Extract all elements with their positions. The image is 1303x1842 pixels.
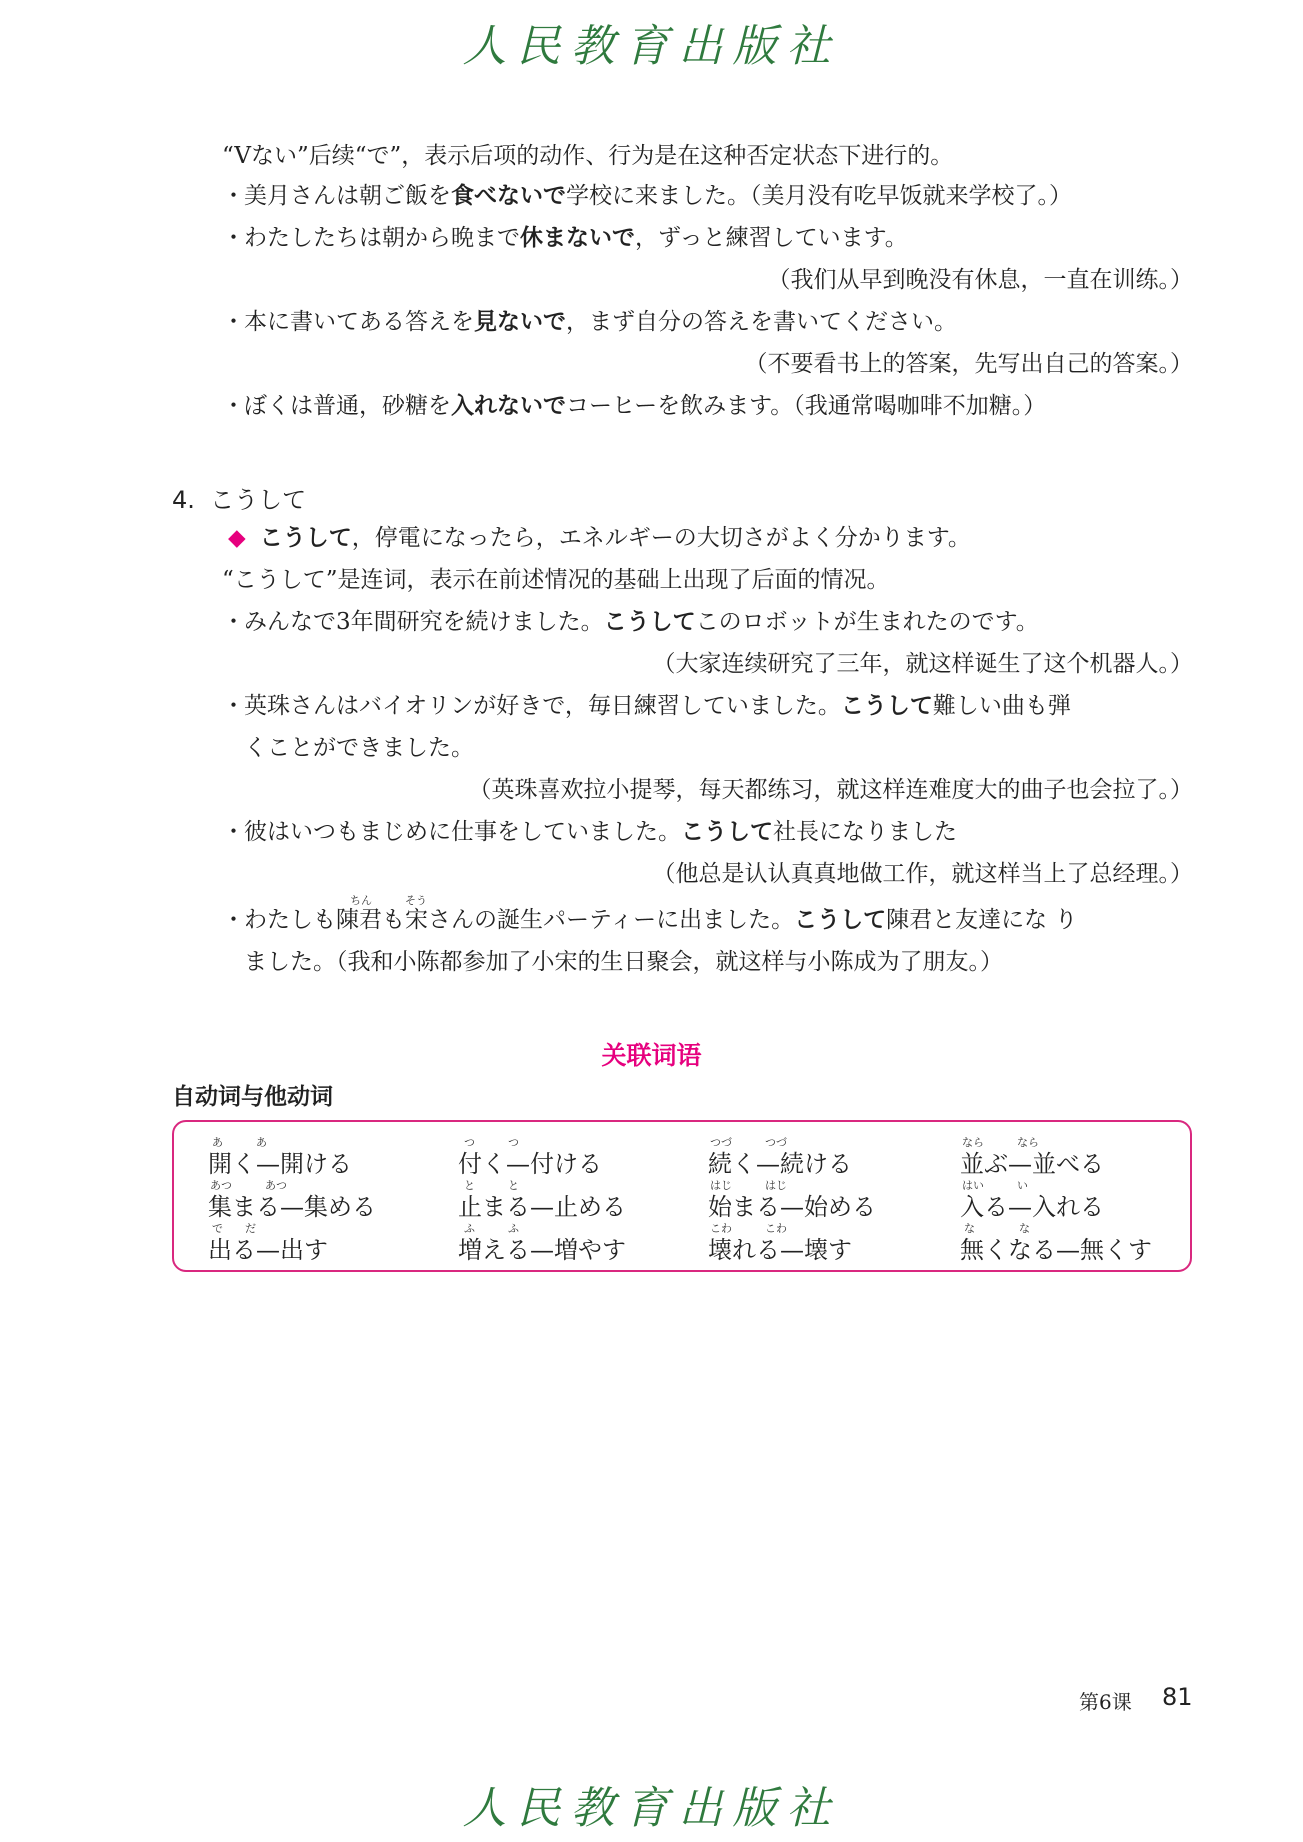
bullet-dot: ・	[222, 183, 245, 209]
example-a3	[222, 306, 957, 338]
related-words-title: 关联词语	[601, 1041, 702, 1070]
example-b4-cont: ました。（我和小陈都参加了小宋的生日聚会，就这样与小陈成为了朋友。）	[244, 949, 1003, 975]
verb-pairs-title: 自动词与他动词	[172, 1084, 333, 1110]
publisher-logo-top: 人民教育出版社	[462, 21, 841, 72]
example-bold: 休まないで	[520, 225, 635, 251]
example-b2-cont: くことができました。	[244, 735, 474, 761]
publisher-logo-bottom: 人民教育出版社	[462, 1783, 841, 1834]
ruby-annotation: で だ	[212, 1222, 256, 1235]
example-text: 社長になりました	[773, 819, 957, 845]
example-text: ，まず自分の答えを書いてください。	[566, 309, 957, 335]
verb-pair: 開く—開ける	[208, 1150, 352, 1178]
example-b1	[222, 606, 1039, 638]
section-4-heading	[172, 480, 306, 515]
verb-pair: 出る—出す	[208, 1236, 328, 1264]
example-text: 学校に来ました。（美月没有吃早饭就来学校了。）	[566, 183, 1072, 209]
verb-pair: 入る—入れる	[960, 1193, 1104, 1221]
ruby-annotation: はじ はじ	[710, 1179, 787, 1192]
example-a2	[222, 222, 908, 254]
example-text: 彼はいつもまじめに仕事をしていました。	[244, 819, 681, 845]
section-4-key-example	[228, 522, 971, 554]
ruby-annotation: あ あ	[212, 1136, 267, 1149]
ruby-annotation: つ つ	[464, 1136, 519, 1149]
verb-pair: 壊れる—壊す	[708, 1236, 852, 1264]
example-a1	[222, 180, 1072, 212]
example-text: ，ずっと練習しています。	[635, 225, 908, 251]
example-b2-translation: （英珠喜欢拉小提琴，每天都练习，就这样连难度大的曲子也会拉了。）	[468, 777, 1193, 803]
bullet-dot: ・	[222, 225, 245, 251]
section-title-text: こうして	[210, 486, 307, 514]
verb-pairs-box	[172, 1120, 1192, 1272]
section-number: 4.	[172, 486, 195, 514]
example-bold: 見ないで	[474, 309, 566, 335]
verb-pair: 並ぶ—並べる	[960, 1150, 1104, 1178]
diamond-icon: ◆	[228, 525, 246, 551]
example-b3-translation: （他总是认认真真地做工作，就这样当上了总经理。）	[652, 861, 1193, 887]
bullet-dot: ・	[222, 693, 245, 719]
bullet-dot: ・	[222, 907, 245, 933]
verb-pair: 付く—付ける	[458, 1150, 602, 1178]
verb-pair: 止まる—止める	[458, 1193, 626, 1221]
ruby-annotation: こわ こわ	[710, 1222, 787, 1235]
example-text: わたしも陳君も宋さんの誕生パーティーに出ました。	[244, 907, 795, 933]
example-b2	[222, 690, 1071, 722]
example-bold: こうして	[681, 819, 773, 845]
example-a4	[222, 390, 1046, 422]
verb-pair: 始まる—始める	[708, 1193, 876, 1221]
example-text: 陳君と友達にな り	[886, 907, 1078, 933]
bullet-dot: ・	[222, 609, 245, 635]
example-b1-translation: （大家连续研究了三年，就这样诞生了这个机器人。）	[652, 651, 1193, 677]
example-text: このロボットが生まれたのです。	[695, 609, 1039, 635]
example-bold: こうして	[259, 525, 352, 551]
example-b3	[222, 816, 957, 848]
page-number: 81	[1162, 1683, 1193, 1711]
verb-pair: 続く—続ける	[708, 1150, 852, 1178]
ruby-annotation: はい い	[962, 1179, 1028, 1192]
verb-pair: 集まる—集める	[208, 1193, 376, 1221]
example-text: 難しい曲も弾	[932, 693, 1071, 719]
example-text: ，停電になったら，エネルギーの大切さがよく分かります。	[351, 525, 971, 551]
example-a3-translation: （不要看书上的答案，先写出自己的答案。）	[744, 351, 1193, 377]
example-text: 本に書いてある答えを	[244, 309, 474, 335]
ruby-annotation: あつ あつ	[210, 1179, 287, 1192]
example-text: わたしたちは朝から晩まで	[244, 225, 520, 251]
example-text: 英珠さんはバイオリンが好きで，毎日練習していました。	[244, 693, 841, 719]
example-text: コーヒーを飲みます。（我通常喝咖啡不加糖。）	[566, 393, 1047, 419]
ruby-annotation: ちん そう	[350, 894, 427, 907]
verb-pair: 増える—増やす	[458, 1236, 626, 1264]
example-bold: こうして	[603, 609, 696, 635]
example-text: ぼくは普通，砂糖を	[244, 393, 451, 419]
ruby-annotation: ふ ふ	[464, 1222, 519, 1235]
section-4-explanation: “こうして”是连词，表示在前述情况的基础上出现了后面的情况。	[222, 567, 890, 593]
example-bold: こうして	[794, 907, 887, 933]
ruby-annotation: な な	[964, 1222, 1030, 1235]
ruby-annotation: なら なら	[962, 1136, 1039, 1149]
bullet-dot: ・	[222, 819, 245, 845]
verb-pair: 無くなる—無くす	[960, 1236, 1152, 1264]
bullet-dot: ・	[222, 309, 245, 335]
ruby-annotation: と と	[464, 1179, 519, 1192]
example-bold: こうして	[840, 693, 933, 719]
example-bold: 入れないで	[451, 393, 566, 419]
example-text: みんなで3年間研究を続けました。	[244, 609, 604, 635]
example-bold: 食べないで	[451, 183, 566, 209]
intro-line: “Vない”后续“で”，表示后项的动作、行为是在这种否定状态下进行的。	[222, 143, 954, 169]
example-text: 美月さんは朝ご飯を	[244, 183, 451, 209]
example-b4	[222, 904, 1077, 936]
bullet-dot: ・	[222, 393, 245, 419]
ruby-annotation: つづ つづ	[710, 1136, 787, 1149]
example-a2-translation: （我们从早到晚没有休息，一直在训练。）	[767, 267, 1193, 293]
lesson-label: 第6课	[1079, 1690, 1132, 1714]
